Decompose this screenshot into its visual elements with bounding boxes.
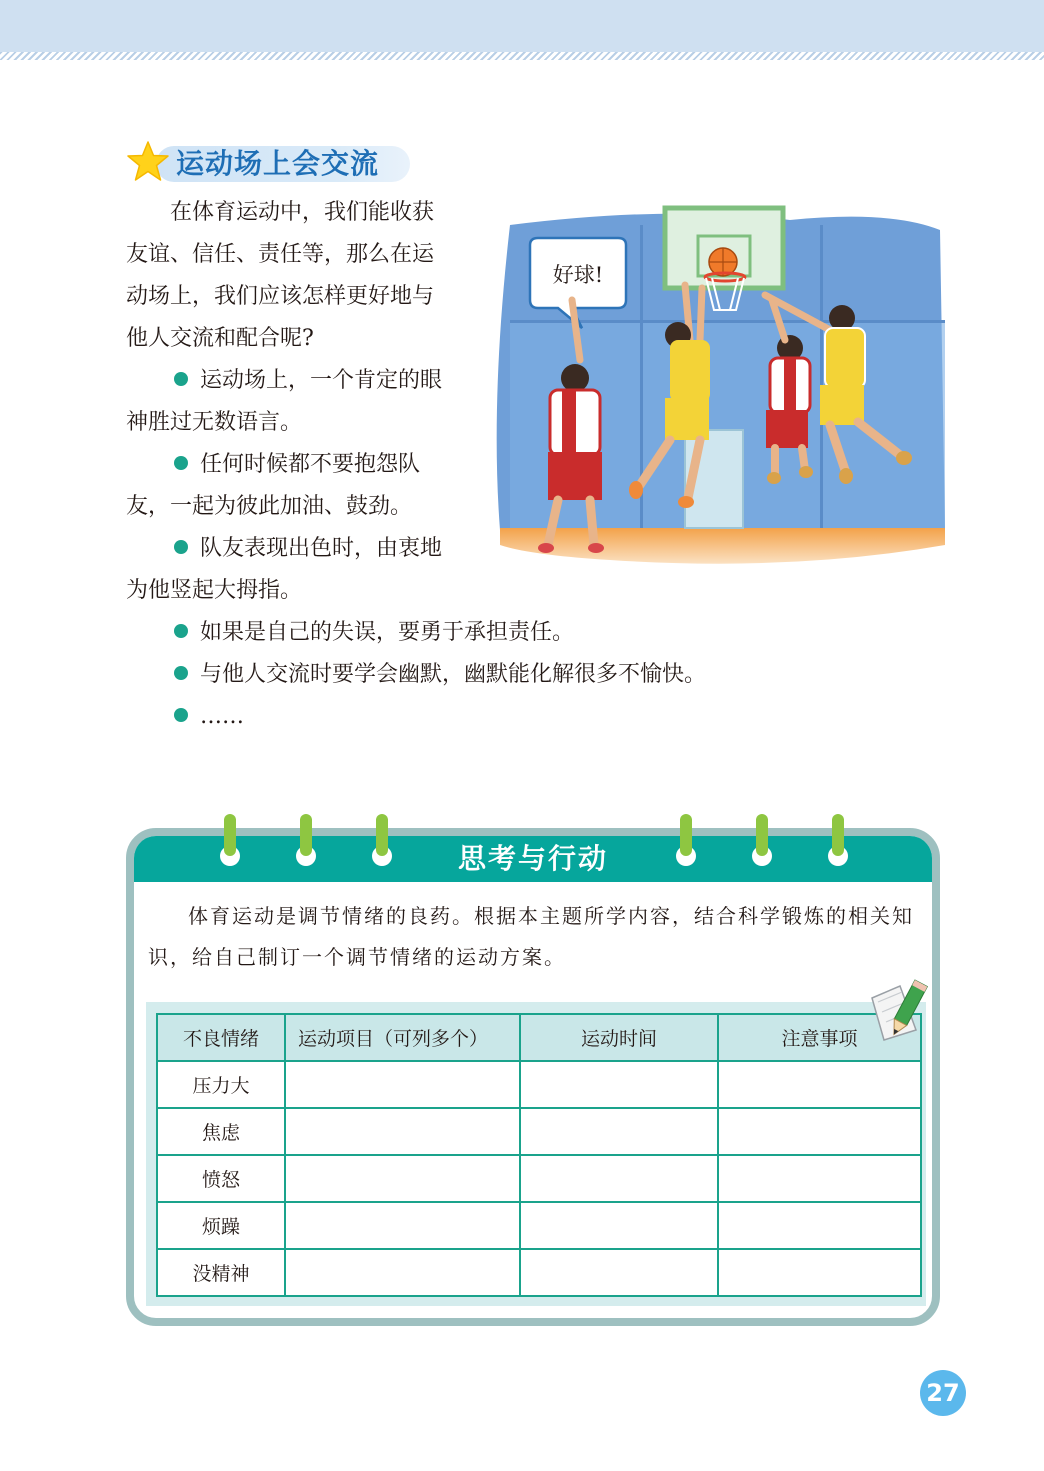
bullet-text: 如果是自己的失误，要勇于承担责任。 [200, 620, 575, 645]
bullet-item [126, 528, 446, 612]
page-number-badge: 27 [920, 1370, 966, 1416]
bullet-dot-icon [174, 540, 188, 554]
intro-paragraph: 在体育运动中，我们能收获友谊、信任、责任等，那么在运动场上，我们应该怎样更好地与他人交流和配合呢? [126, 200, 435, 351]
header-emotion: 不良情绪 [157, 1014, 285, 1061]
bullet-text: 运动场上，一个肯定的眼神胜过无数语言。 [126, 368, 443, 435]
basketball-illustration [490, 200, 950, 570]
star-icon [126, 140, 170, 184]
top-banner [0, 0, 1044, 60]
table-row [157, 1249, 921, 1296]
exercise-cell[interactable] [285, 1249, 520, 1296]
bullet-dot-icon [174, 708, 188, 722]
banner-hatch [0, 52, 1044, 60]
section-heading [126, 140, 426, 186]
time-cell[interactable] [520, 1249, 718, 1296]
exercise-cell[interactable] [285, 1202, 520, 1249]
exercise-cell[interactable] [285, 1061, 520, 1108]
section-title: 运动场上会交流 [176, 147, 380, 180]
activity-task: 体育运动是调节情绪的良药。根据本主题所学内容，结合科学锻炼的相关知识，给自己制订一个调节情绪的运动方案。 [148, 904, 914, 969]
time-cell[interactable] [520, 1155, 718, 1202]
bullet-dot-icon [174, 624, 188, 638]
speech-bubble-text: 好球! [552, 263, 604, 287]
bullet-item [126, 696, 244, 738]
notes-cell[interactable] [718, 1202, 921, 1249]
time-cell[interactable] [520, 1108, 718, 1155]
row-emotion: 没精神 [157, 1249, 285, 1296]
plan-table [156, 1013, 922, 1297]
bullet-item [126, 654, 706, 696]
notes-cell[interactable] [718, 1155, 921, 1202]
bullet-item [126, 360, 446, 444]
table-row [157, 1061, 921, 1108]
header-notes: 注意事项 [718, 1014, 921, 1061]
table-row [157, 1155, 921, 1202]
notes-cell[interactable] [718, 1249, 921, 1296]
bullet-text: …… [200, 704, 244, 729]
bullet-dot-icon [174, 372, 188, 386]
pencil-paper-icon [866, 978, 928, 1044]
header-exercise: 运动项目（可列多个） [285, 1014, 520, 1061]
exercise-cell[interactable] [285, 1155, 520, 1202]
row-emotion: 焦虑 [157, 1108, 285, 1155]
activity-title: 思考与行动 [457, 842, 608, 875]
row-emotion: 烦躁 [157, 1202, 285, 1249]
notes-cell[interactable] [718, 1108, 921, 1155]
notes-cell[interactable] [718, 1061, 921, 1108]
bullet-dot-icon [174, 456, 188, 470]
bullet-text: 与他人交流时要学会幽默，幽默能化解很多不愉快。 [200, 662, 707, 687]
row-emotion: 愤怒 [157, 1155, 285, 1202]
header-time: 运动时间 [520, 1014, 718, 1061]
bullet-text: 队友表现出色时，由衷地为他竖起大拇指。 [126, 536, 443, 603]
table-row [157, 1108, 921, 1155]
bullet-dot-icon [174, 666, 188, 680]
bullet-item [126, 444, 446, 528]
table-row [157, 1202, 921, 1249]
exercise-cell[interactable] [285, 1108, 520, 1155]
time-cell[interactable] [520, 1061, 718, 1108]
row-emotion: 压力大 [157, 1061, 285, 1108]
bullet-item [126, 612, 574, 654]
table-header-row [157, 1014, 921, 1061]
time-cell[interactable] [520, 1202, 718, 1249]
bullet-text: 任何时候都不要抱怨队友，一起为彼此加油、鼓劲。 [126, 452, 421, 519]
